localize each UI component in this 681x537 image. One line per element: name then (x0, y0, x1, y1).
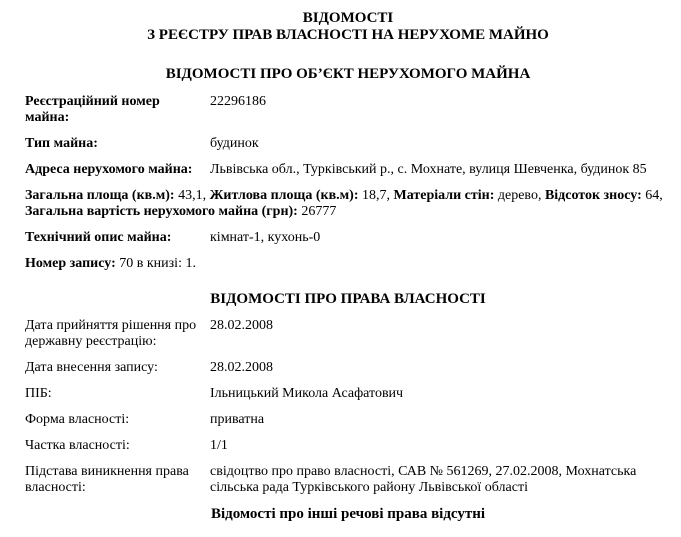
field-row-ownership-share (25, 438, 671, 454)
field-label: Тип майна: (25, 136, 98, 151)
char-value-wall-materials: дерево, (497, 188, 542, 203)
field-value: будинок (210, 136, 259, 151)
field-row-technical-description (25, 230, 671, 246)
field-label: Дата прийняття рішення про державну реєстрацію: (25, 318, 197, 349)
characteristics-paragraph (25, 188, 671, 220)
field-label: Форма власності: (25, 412, 130, 427)
other-rights-absent-note: Відомості про інші речові права відсутні (210, 506, 486, 522)
field-value: кімнат-1, кухонь-0 (210, 230, 321, 245)
field-label: Підстава виникнення права власності: (25, 464, 189, 495)
field-row-ownership-form (25, 412, 671, 428)
field-label: ПІБ: (25, 386, 52, 401)
field-label: Частка власності: (25, 438, 130, 453)
field-value: приватна (210, 412, 265, 427)
field-row-owner-name (25, 386, 671, 402)
field-row-property-type (25, 136, 671, 152)
record-number-line (25, 256, 671, 272)
field-label: Технічний опис майна: (25, 230, 172, 245)
field-value: 28.02.2008 (210, 318, 273, 333)
field-value: 22296186 (210, 94, 266, 109)
char-label-wear-percent: Відсоток зносу: (544, 188, 642, 203)
field-row-ownership-basis (25, 464, 671, 496)
document-title (25, 10, 671, 44)
record-number-value: 70 в книзі: 1. (119, 256, 196, 271)
field-label: Адреса нерухомого майна: (25, 162, 193, 177)
char-value-total-area: 43,1, (178, 188, 207, 203)
document-title-line2: З РЕЄСТРУ ПРАВ ВЛАСНОСТІ НА НЕРУХОМЕ МАЙНО (147, 27, 549, 43)
record-number-label: Номер запису: (25, 256, 116, 271)
field-row-property-address (25, 162, 671, 178)
field-row-record-entry-date (25, 360, 671, 376)
ownership-section-heading: ВІДОМОСТІ ПРО ПРАВА ВЛАСНОСТІ (210, 291, 486, 307)
char-value-wear-percent: 64, (645, 188, 663, 203)
field-row-decision-date (25, 318, 671, 350)
char-value-total-value: 26777 (301, 204, 337, 219)
field-value: Ільницький Микола Асафатович (210, 386, 404, 401)
char-label-wall-materials: Матеріали стін: (393, 188, 495, 203)
object-section-heading: ВІДОМОСТІ ПРО ОБ’ЄКТ НЕРУХОМОГО МАЙНА (165, 66, 531, 82)
char-label-total-value: Загальна вартість нерухомого майна (грн): (25, 204, 298, 219)
field-value: 28.02.2008 (210, 360, 273, 375)
field-value: Львівська обл., Турківський р., с. Мохнате, вулиця Шевченка, будинок 85 (210, 162, 647, 177)
field-value: 1/1 (210, 438, 228, 453)
field-label: Дата внесення запису: (25, 360, 158, 375)
field-value: свідоцтво про право власності, САВ № 561269, 27.02.2008, Мохнатська сільська рада Турківського району Львівської області (210, 464, 637, 495)
field-label: Реєстраційний номер майна: (25, 94, 160, 125)
char-value-living-area: 18,7, (362, 188, 390, 203)
char-label-total-area: Загальна площа (кв.м): (25, 188, 175, 203)
field-row-registration-number (25, 94, 671, 126)
document-title-line1: ВІДОМОСТІ (302, 10, 394, 26)
char-label-living-area: Житлова площа (кв.м): (209, 188, 359, 203)
